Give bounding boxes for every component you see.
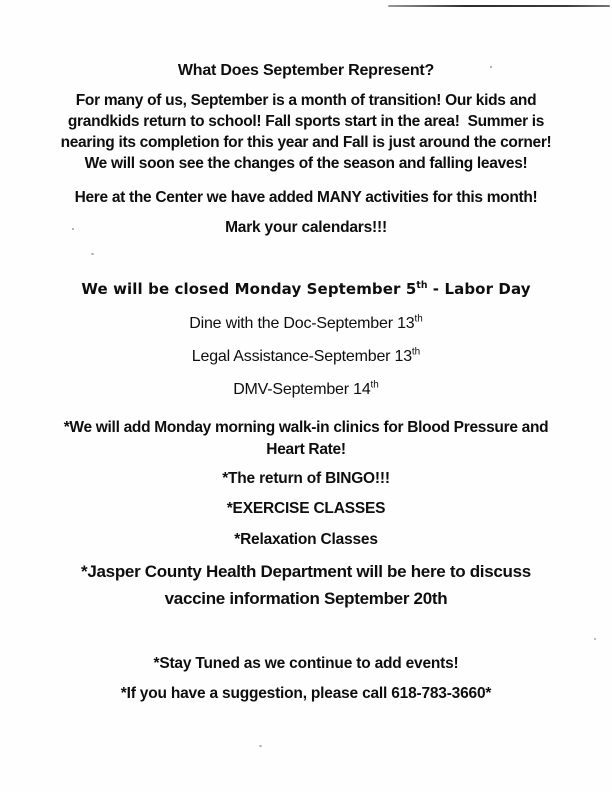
ordinal-suffix: th (411, 346, 421, 358)
health-department-notice (26, 558, 586, 612)
scan-speck (594, 638, 596, 640)
ordinal-suffix: th (370, 379, 379, 391)
health-dept-line: *Jasper County Health Department will be here to discuss (81, 562, 531, 581)
walk-in-clinics-note (26, 417, 586, 461)
closure-suffix: - Labor Day (427, 280, 531, 298)
event-dine-with-doc (0, 313, 612, 334)
event-text: Legal Assistance-September 13 (191, 348, 412, 365)
event-dmv (0, 379, 612, 400)
intro-line: grandkids return to school! Fall sports start in the area! Summer is (67, 113, 545, 130)
intro-paragraph (26, 90, 586, 174)
health-dept-line: vaccine information September 20th (164, 589, 448, 608)
closure-text: We will be closed Monday September 5 (81, 280, 417, 298)
ordinal-suffix: th (414, 313, 423, 325)
clinics-line: *We will add Monday morning walk-in clinics for Blood Pressure and (63, 419, 549, 436)
labor-day-closure-notice (0, 279, 612, 299)
scan-artifact-line (388, 5, 610, 7)
intro-line: nearing its completion for this year and Fall is just around the corner! (60, 134, 552, 151)
event-text: DMV-September 14 (233, 381, 371, 398)
suggestion-phone-note: *If you have a suggestion, please call 618-783-3660* (120, 685, 492, 702)
exercise-classes-note: *EXERCISE CLASSES (226, 500, 386, 517)
event-legal-assistance (0, 346, 612, 367)
event-text: Dine with the Doc-September 13 (189, 315, 415, 332)
stay-tuned-note: *Stay Tuned as we continue to add events! (153, 655, 459, 672)
intro-line: For many of us, September is a month of transition! Our kids and (75, 92, 537, 109)
intro-line: We will soon see the changes of the season and falling leaves! (84, 155, 528, 172)
ordinal-suffix: th (416, 280, 428, 291)
bingo-note: *The return of BINGO!!! (222, 470, 390, 487)
page-title: What Does September Represent? (177, 62, 435, 79)
scan-speck (72, 228, 74, 230)
center-activities-note: Here at the Center we have added MANY activities for this month! (74, 189, 538, 206)
scan-speck (490, 66, 492, 68)
mark-calendars-note: Mark your calendars!!! (225, 219, 387, 236)
clinics-line: Heart Rate! (266, 441, 346, 458)
scan-speck (91, 253, 94, 255)
scan-speck (259, 745, 262, 747)
relaxation-classes-note: *Relaxation Classes (234, 531, 378, 548)
